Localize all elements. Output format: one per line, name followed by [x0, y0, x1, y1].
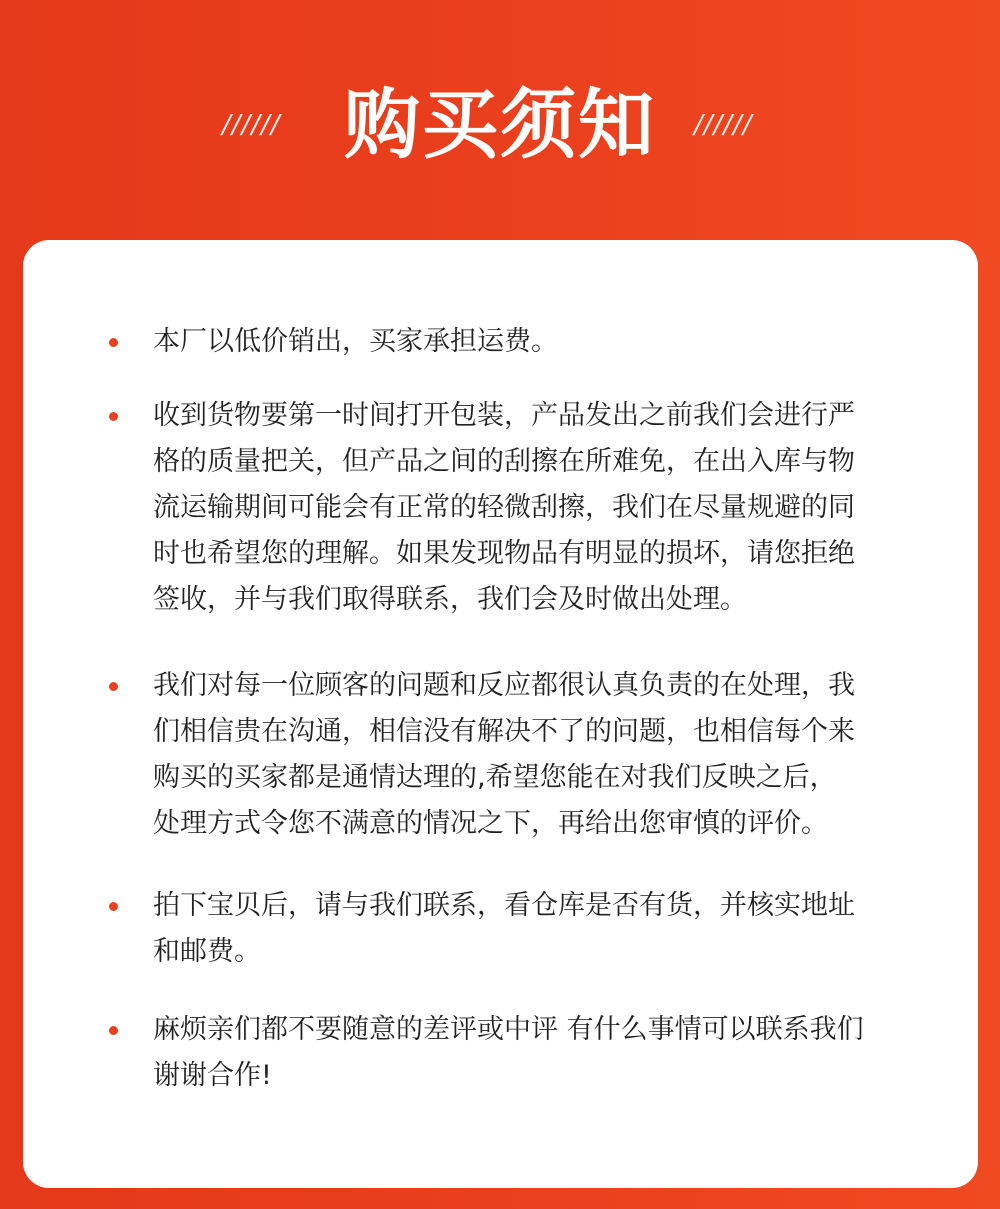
notice-line: 流运输期间可能会有正常的轻微刮擦，我们在尽量规避的同: [153, 492, 855, 523]
notice-item-inspection: [153, 393, 913, 623]
notice-item-stock-check: [153, 883, 913, 975]
left-slash-decoration: //////: [222, 110, 281, 140]
notice-line: 们相信贵在沟通，相信没有解决不了的问题，也相信每个来: [153, 716, 855, 747]
notice-item-communication: [153, 663, 913, 847]
notice-line: 拍下宝贝后，请与我们联系，看仓库是否有货，并核实地址: [153, 890, 855, 921]
notice-line: 本厂以低价销出，买家承担运费。: [153, 326, 558, 357]
notice-line: 谢谢合作!: [153, 1060, 272, 1091]
notice-line: 我们对每一位顾客的问题和反应都很认真负责的在处理，我: [153, 670, 855, 701]
bullet-dot-icon: [109, 682, 118, 691]
notice-line: 签收，并与我们取得联系，我们会及时做出处理。: [153, 584, 747, 615]
bullet-dot-icon: [109, 338, 118, 347]
header-banner: [0, 0, 1000, 240]
right-slash-decoration: //////: [694, 110, 753, 140]
bullet-dot-icon: [109, 1026, 118, 1035]
notice-line: 格的质量把关，但产品之间的刮擦在所难免，在出入库与物: [153, 446, 855, 477]
notice-line: 购买的买家都是通情达理的,希望您能在对我们反映之后，: [153, 762, 837, 793]
bullet-dot-icon: [109, 902, 118, 911]
page-title: 购买须知: [344, 80, 656, 169]
notice-line: 和邮费。: [153, 936, 261, 967]
notice-line: 处理方式令您不满意的情况之下，再给出您审慎的评价。: [153, 808, 828, 839]
notice-card: [23, 240, 978, 1188]
notice-line: 时也希望您的理解。如果发现物品有明显的损坏，请您拒绝: [153, 538, 855, 569]
notice-item-shipping: [153, 319, 913, 365]
notice-line: 收到货物要第一时间打开包装，产品发出之前我们会进行严: [153, 400, 855, 431]
bullet-dot-icon: [109, 412, 118, 421]
notice-line: 麻烦亲们都不要随意的差评或中评 有什么事情可以联系我们: [153, 1014, 864, 1045]
notice-item-reviews: [153, 1007, 913, 1099]
